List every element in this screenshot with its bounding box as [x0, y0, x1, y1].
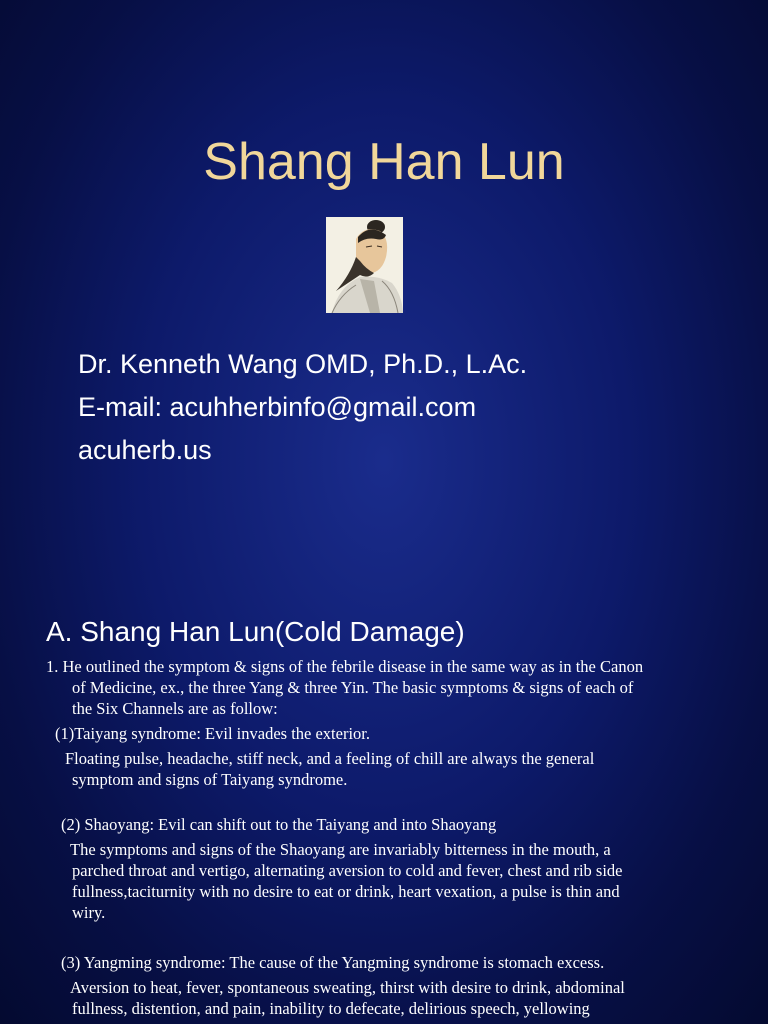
item-1	[0, 656, 768, 719]
text-line: Aversion to heat, fever, spontaneous sweating, thirst with desire to drink, abdominal	[70, 978, 625, 997]
slide-body	[0, 656, 768, 1019]
text-line: Floating pulse, headache, stiff neck, and a feeling of chill are always the general	[65, 749, 595, 768]
text-line: symptom and signs of Taiyang syndrome.	[72, 770, 348, 789]
yangming-heading: (3) Yangming syndrome: The cause of the Yangming syndrome is stomach excess.	[61, 953, 605, 972]
text-line: the Six Channels are as follow:	[72, 699, 278, 718]
text-line: of Medicine, ex., the three Yang & three Yin. The basic symptoms & signs of each of	[72, 678, 634, 697]
slide-title: Shang Han Lun	[203, 133, 565, 191]
shaoyang-heading: (2) Shaoyang: Evil can shift out to the Taiyang and into Shaoyang	[61, 815, 497, 834]
section-title: A. Shang Han Lun(Cold Damage)	[46, 616, 465, 647]
text-line: parched throat and vertigo, alternating aversion to cold and fever, chest and rib side	[72, 861, 623, 880]
author-name: Dr. Kenneth Wang OMD, Ph.D., L.Ac.	[78, 349, 528, 379]
text-line: The symptoms and signs of the Shaoyang are invariably bitterness in the mouth, a	[70, 840, 611, 859]
yangming-body	[0, 977, 768, 1019]
portrait-image	[326, 217, 403, 313]
text-line: fullness, distention, and pain, inability to defecate, delirious speech, yellowing	[72, 999, 590, 1018]
text-line: wiry.	[72, 903, 106, 922]
content-slide	[0, 590, 768, 1024]
shaoyang-body	[0, 839, 768, 923]
email-line: E-mail: acuhherbinfo@gmail.com	[78, 392, 477, 422]
text-line: fullness,taciturnity with no desire to eat or drink, heart vexation, a pulse is thin and	[72, 882, 620, 901]
contact-block	[78, 343, 527, 472]
taiyang-body	[0, 748, 768, 790]
text-line: 1. He outlined the symptom & signs of the febrile disease in the same way as in the Canon	[46, 657, 644, 676]
website-line: acuherb.us	[78, 435, 212, 465]
taiyang-heading: (1)Taiyang syndrome: Evil invades the exterior.	[55, 724, 371, 743]
